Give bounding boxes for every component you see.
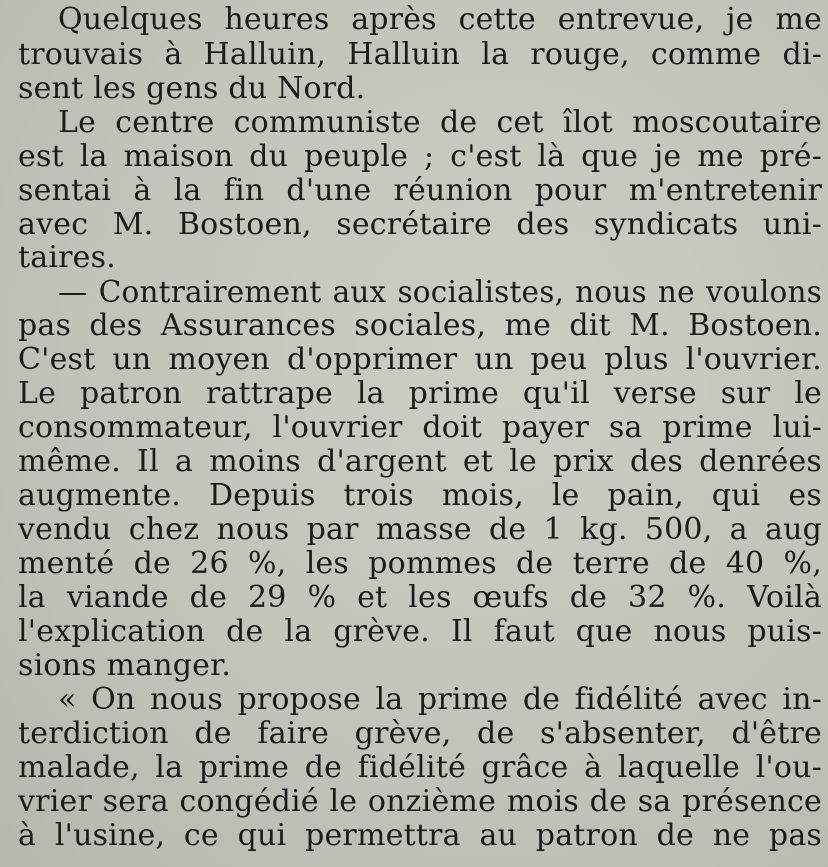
text-line-10: pas des Assurances sociales, me dit M. Bostoen. [18,308,822,343]
text-line-16: vendu chez nous par masse de 1 kg. 500, a aug [18,512,822,547]
text-line-12: Le patron rattrape la prime qu'il verse sur le [18,376,822,411]
text-line-5: est la maison du peuple ; c'est là que je me pré- [18,139,822,174]
text-line-24: vrier sera congédié le onzième mois de sa présence [18,784,822,819]
text-line-23: malade, la prime de fidélité grâce à laquelle l'ou- [18,750,822,785]
text-line-14: même. Il a moins d'argent et le prix des denrées [18,444,822,479]
text-line-17: menté de 26 %, les pommes de terre de 40 %, [18,546,822,581]
text-line-3: sent les gens du Nord. [18,71,366,106]
text-line-15: augmente. Depuis trois mois, le pain, qui es [18,478,822,513]
text-line-1: Quelques heures après cette entrevue, je me [58,2,822,37]
text-line-25: à l'usine, ce qui permettra au patron de ne pas [18,818,822,853]
text-line-21: « On nous propose la prime de fidélité avec in- [58,682,822,717]
text-line-4: Le centre communiste de cet îlot moscoutaire [58,105,822,140]
text-line-19: l'explication de la grève. Il faut que nous puis- [18,614,822,649]
text-line-6: sentai à la fin d'une réunion pour m'entretenir [18,173,822,208]
text-line-11: C'est un moyen d'opprimer un peu plus l'ouvrier. [18,342,822,377]
text-line-9: — Contrairement aux socialistes, nous ne voulons [58,275,822,309]
text-line-7: avec M. Bostoen, secrétaire des syndicats uni- [18,207,822,242]
text-line-22: terdiction de faire grève, de s'absenter, d'être [18,716,822,751]
text-line-2: trouvais à Halluin, Halluin la rouge, comme di- [18,37,822,72]
text-line-18: la viande de 29 % et les œufs de 32 %. Voilà [18,580,822,615]
text-line-20: sions manger. [18,648,232,683]
text-line-13: consommateur, l'ouvrier doit payer sa prime lui- [18,410,822,445]
text-line-8: taires. [18,240,116,275]
